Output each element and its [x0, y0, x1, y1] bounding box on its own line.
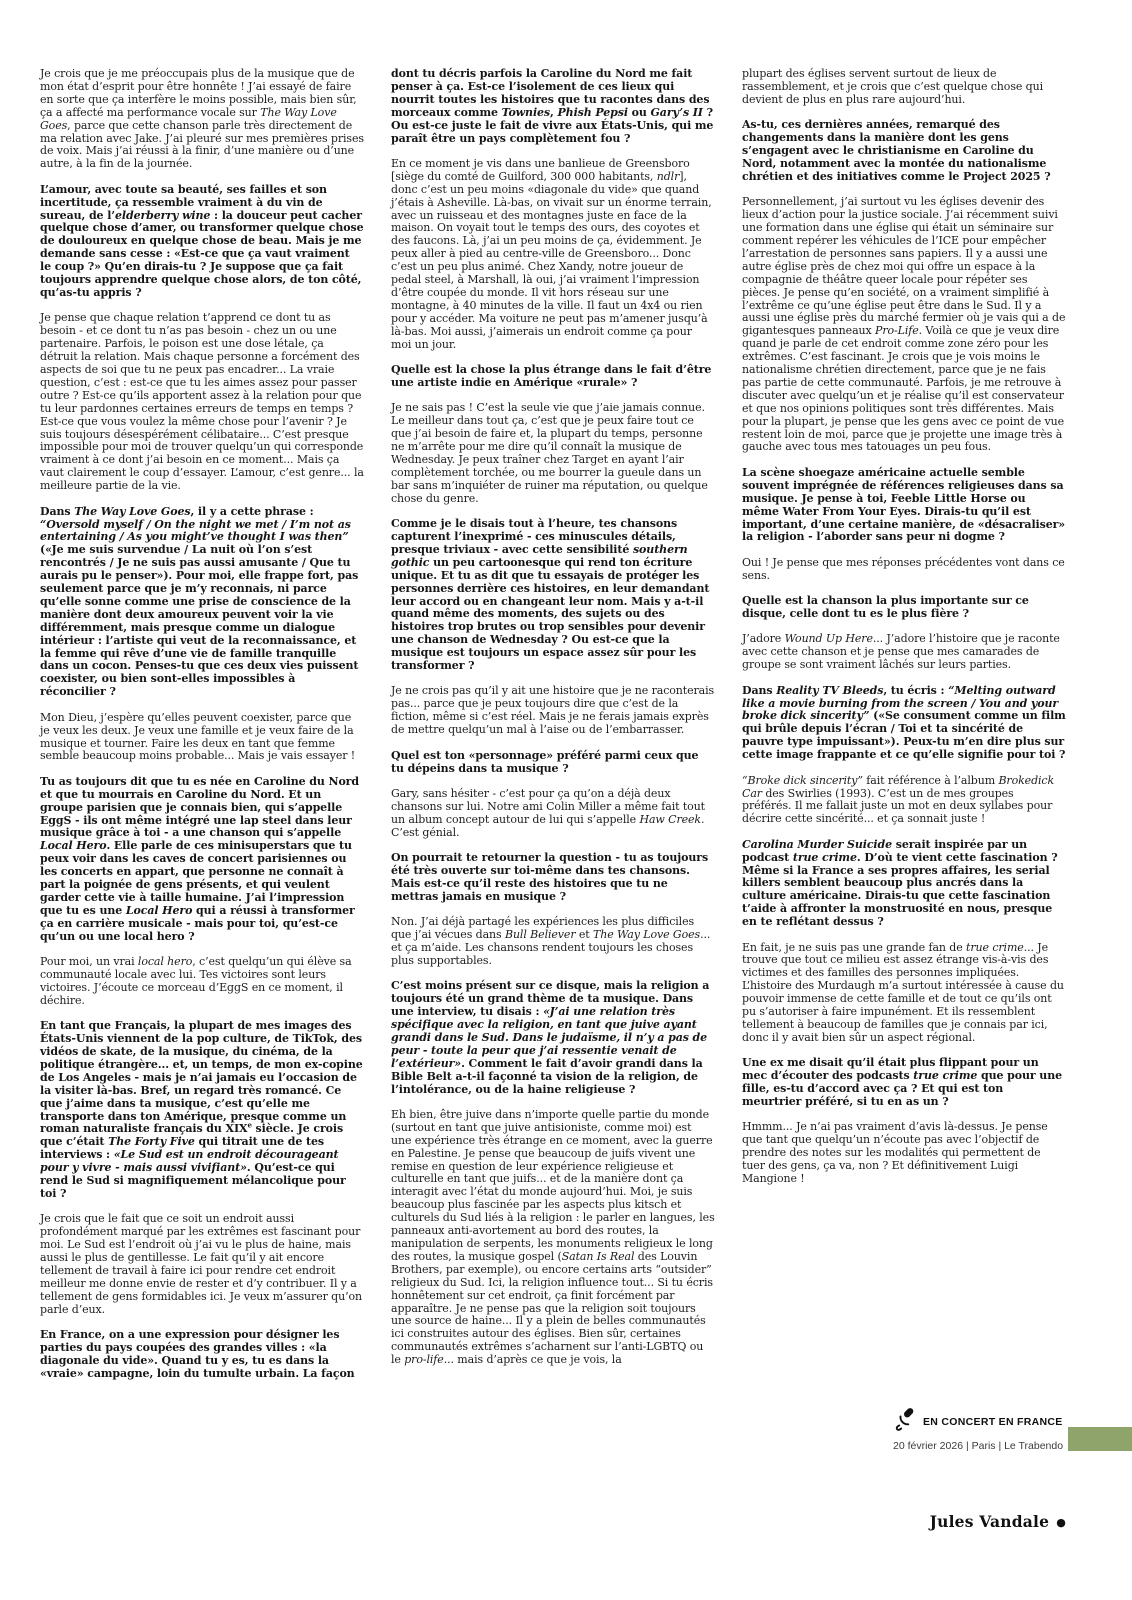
interview-question: As-tu, ces dernières années, remarqué des changements dans la manière dont les gens s’engagent avec le christianisme en Caroline du Nord, notamment avec la montée du nationalisme chrétien et des initiatives comme le Project 2025 ? — [742, 118, 1051, 183]
interview-answer: plupart des églises servent surtout de lieux de rassemblement, et je crois que c’est quelque chose qui devient de plus en plus rare aujourd’hui. — [742, 67, 1044, 106]
interview-question: Carolina Murder Suicide serait inspirée par un podcast true crime. D’où te vient cette fascination ? Même si la France a ses propres affaires, les serial killers semblent beaucoup plus ancrés dans la culture américaine. Dirais-tu que cette fascination t’aide à affronter la monstruosité en nous, presque en te reflétant dessus ? — [742, 837, 1058, 929]
interview-question: dont tu décris parfois la Caroline du Nord me fait penser à ça. Est-ce l’isolement de ces lieux qui nourrit toutes les histoires que tu racontes dans des morceaux comme Townies, Phish Pepsi ou Gary’s II ? Ou est-ce juste le fait de vivre aux États-Unis, qui me paraît être un pays complètement fou ? — [391, 67, 714, 145]
interview-question: Quelle est la chanson la plus importante sur ce disque, celle dont tu es le plus fière ? — [742, 594, 1029, 621]
byline — [880, 1512, 1066, 1531]
article-column — [40, 68, 364, 1393]
interview-answer: Je ne crois pas qu’il y ait une histoire que je ne raconterais pas... parce que je peux toujours dire que c’est de la fiction, même si c’est réel. Mais je ne ferais jamais exprès de mettre quelqu’un mal à l’aise ou de l’embarrasser. — [391, 684, 715, 737]
interview-question: La scène shoegaze américaine actuelle semble souvent imprégnée de références religieuses dans sa musique. Je pense à toi, Feeble Little Horse ou même Water From Your Eyes. Dirais-tu qu’il est important, d’une certaine manière, de «désacraliser» la religion - l’aborder sans peur ni dogme ? — [742, 465, 1066, 544]
interview-answer: Hmmm... Je n’ai pas vraiment d’avis là-dessus. Je pense que tant que quelqu’un n’écoute pas avec l’objectif de prendre des notes sur les modalités qui permettent de tuer des gens, ça va, non ? Et définitivement Luigi Mangione ! — [742, 1120, 1048, 1186]
article-column — [742, 68, 1066, 1393]
concert-section — [893, 1406, 1073, 1452]
interview-question: En France, on a une expression pour désigner les parties du pays coupées des grandes villes : «la diagonale du vide». Quand tu y es, tu es dans la «vraie» campagne, loin du tumulte urbain. La façon — [40, 1328, 355, 1380]
interview-question: Comme je le disais tout à l’heure, tes chansons capturent l’inexprimé - ces minuscules détails, presque triviaux - avec cette sensibilité southern gothic un peu cartoonesque qui rend ton écriture unique. Et tu as dit que tu essayais de protéger les personnes derrière ces histoires, en leur demandant leur accord ou en changeant leur nom. Mais y a-t-il quand même des moments, des sujets ou des histoires trop brutes ou trop sensibles pour devenir une chanson de Wednesday ? Ou est-ce que la musique est toujours un espace assez sûr pour les transformer ? — [391, 517, 710, 673]
byline-name: Jules Vandale — [929, 1512, 1050, 1531]
interview-answer: Je ne sais pas ! C’est la seule vie que j’aie jamais connue. Le meilleur dans tout ça, c’est que je peux faire tout ce que j’ai besoin de faire et, la plupart du temps, personne ne m’arrête pour me dire qu’il connaît la musique de Wednesday. Je peux traîner chez Target en ayant l’air complètement torchée, ou me bourrer la gueule dans un bar sans m’inquiéter de ruiner ma réputation, ou quelque chose du genre. — [391, 401, 708, 505]
interview-question: Quel est ton «personnage» préféré parmi ceux que tu dépeins dans ta musique ? — [391, 748, 699, 775]
interview-answer: Mon Dieu, j’espère qu’elles peuvent coexister, parce que je veux les deux. Je veux une famille et je veux faire de la musique et tourner. Faire les deux en tant que femme semble beaucoup moins probable... Mais je vais essayer ! — [40, 710, 356, 763]
interview-question: Tu as toujours dit que tu es née en Caroline du Nord et que tu mourrais en Caroline du Nord. Et un groupe parisien que je connais bien, qui s’appelle EggS - ils ont même intégré une lap steel dans leur musique grâce à toi - a une chanson qui s’appelle Local Hero. Elle parle de ces minisuperstars que tu peux voir dans les caves de concert parisiennes ou les concerts en appart, que personne ne connaît à part la poignée de gens présents, et qui veulent garder cette vie à taille humaine. J’ai l’impression que tu es une Local Hero qui a réussi à transformer ça en carrière musicale - mais pour toi, qu’est-ce qu’un ou une local hero ? — [40, 774, 359, 943]
interview-answer: Je crois que je me préoccupais plus de la musique que de mon état d’esprit pour être honnête ! J’ai essayé de faire en sorte que ça interfère le moins possible, mais bien sûr, ça a affecté ma performance vocale sur The Way Love Goes, parce que cette chanson parle très directement de ma relation avec Jake. J’ai pleuré sur mes premières prises de voix. Mais j’ai réussi à la finir, d’une manière ou d’une autre, à la fin de la journée. — [40, 67, 364, 171]
interview-question: Une ex me disait qu’il était plus flippant pour un mec d’écouter des podcasts true crime que pour une fille, es-tu d’accord avec ça ? Et qui est ton meurtrier préféré, si tu en as un ? — [742, 1056, 1062, 1109]
article-body — [40, 68, 1066, 1393]
interview-answer: “Broke dick sincerity” fait référence à l’album Brokedick Car des Swirlies (1993). C’est un de mes groupes préférés. Il me fallait juste un mot en deux syllabes pour décrire cette sincérité... et ça sonnait juste ! — [742, 773, 1055, 826]
interview-answer: J’adore Wound Up Here... J’adore l’histoire que je raconte avec cette chanson et je pense que mes camarades de groupe se sont vraiment lâchés sur leurs parties. — [742, 632, 1060, 672]
interview-question: L’amour, avec toute sa beauté, ses failles et son incertitude, ça ressemble vraiment à du vin de sureau, de l’elderberry wine : la douceur peut cacher quelque chose d’amer, ou transformer quelque chose de douloureux en quelque chose de beau. Mais je me demande sans cesse : «Est-ce que ça vaut vraiment le coup ?» Qu’en dirais-tu ? Je suppose que ça fait toujours apprendre quelque chose alors, de ton côté, qu’as-tu appris ? — [40, 182, 364, 299]
interview-question: Dans The Way Love Goes, il y a cette phrase : “Oversold myself / On the night we met / I’m not as entertaining / As you might’ve thought I was then” («Je me suis survendue / La nuit où l’on s’est rencontrés / Je ne suis pas aussi amusante / Que tu aurais pu le penser»). Pour moi, elle frappe fort, pas seulement parce que je m’y reconnais, ni parce qu’elle sonne comme une prise de conscience de la manière dont deux amoureux peuvent voir la vie différemment, mais presque comme un dialogue intérieur : l’artiste qui veut de la reconnaissance, et la femme qui rêve d’une vie de famille tranquille dans un cocon. Penses-tu que ces deux vies puissent coexister, ou bien sont-elles impossibles à réconcilier ? — [40, 504, 359, 699]
interview-answer: Pour moi, un vrai local hero, c’est quelqu’un qui élève sa communauté locale avec lui. Tes victoires sont leurs victoires. J’écoute ce morceau d’EggS en ce moment, il déchire. — [40, 955, 352, 1007]
byline-dot: ● — [1056, 1516, 1066, 1529]
article-column — [391, 68, 715, 1393]
interview-question: Dans Reality TV Bleeds, tu écris : “Melting outward like a movie burning from the screen / You and your broke dick sincerity” («Se consument comme un film qui brûle depuis l’écran / Toi et ta sincérité de pauvre type impuissant»). Peux-tu m’en dire plus sur cette image frappante et ce qu’elle signifie pour toi ? — [742, 683, 1066, 762]
interview-question: C’est moins présent sur ce disque, mais la religion a toujours été un grand thème de ta musique. Dans une interview, tu disais : «J’ai une relation très spécifique avec la religion, en tant que juive ayant grandi dans le Sud. Dans le judaïsme, il n’y a pas de peur - toute la peur que j’ai ressentie venait de l’extérieur». Comment le fait d’avoir grandi dans la Bible Belt a-t-il façonné ta vision de la religion, de l’intolérance, ou de la haine religieuse ? — [391, 979, 710, 1096]
concert-details: 20 février 2026 | Paris | Le Trabendo — [893, 1440, 1064, 1452]
interview-answer: Gary, sans hésiter - c’est pour ça qu’on a déjà deux chansons sur lui. Notre ami Colin Miller a même fait tout un album concept autour de lui qui s’appelle Haw Creek. C’est génial. — [391, 786, 705, 839]
interview-answer: En fait, je ne suis pas une grande fan de true crime... Je trouve que tout ce milieu est assez étrange vis-à-vis des victimes et des familles des personnes impliquées. L’histoire des Murdaugh m’a surtout intéressée à cause du pouvoir immense de cette famille et de tout ce qu’ils ont pu s’autoriser à faire impunément. Et ils ressemblent tellement à beaucoup de familles que je connais par ici, donc il y avait bien sûr un aspect régional. — [742, 940, 1064, 1044]
interview-answer: Non. J’ai déjà partagé les expériences les plus difficiles que j’ai vécues dans Bull Believer et The Way Love Goes... et ça m’aide. Les chansons rendent toujours les choses plus supportables. — [391, 915, 711, 967]
interview-answer: Eh bien, être juive dans n’importe quelle partie du monde (surtout en tant que juive antisioniste, comme moi) est une expérience très étrange en ce moment, avec la guerre en Palestine. Je pense que beaucoup de juifs vivent une remise en question de leur expérience religieuse et culturelle en tant que juifs... et de la manière dont ça interagit avec l’état du monde aujourd’hui. Moi, je suis beaucoup plus fascinée par les aspects plus kitsch et culturels du Sud liés à la religion : le parler en langues, les panneaux anti-avortement au bord des routes, la manipulation de serpents, les monuments religieux le long des routes, la musique gospel (Satan Is Real des Louvin Brothers, par exemple), ou encore certains arts “outsider” religieux du Sud. Ici, la religion influence tout... Si tu écris honnêtement sur cet endroit, ça finit forcément par apparaître. Je ne pense pas que la religion soit toujours une source de haine... Il y a plein de belles communautés ici construites autour des églises. Bien sûr, certaines communautés extrêmes s’acharnent sur l’anti-LGBTQ ou le pro-life... mais d’après ce que je vois, la — [391, 1107, 715, 1367]
concert-accent-block — [1068, 1427, 1132, 1451]
interview-question: On pourrait te retourner la question - tu as toujours été très ouverte sur toi-même dans tes chansons. Mais est-ce qu’il reste des histoires que tu ne mettras jamais en musique ? — [391, 851, 709, 903]
concert-label: EN CONCERT EN FRANCE — [923, 1415, 1063, 1428]
interview-answer: En ce moment je vis dans une banlieue de Greensboro [siège du comté de Guilford, 300 000 habitants, ndlr], donc c’est un peu moins «diagonale du vide» que quand j’étais à Asheville. Là-bas, on vivait sur un énorme terrain, avec un ruisseau et des montagnes juste en face de la maison. On voyait tout le temps des ours, des coyotes et des faucons. Là, j’ai un peu moins de ça, évidemment. Je peux aller à pied au centre-ville de Greensboro... Donc c’est un peu plus animé. Chez Xandy, notre joueur de pedal steel, à Marshall, là oui, j’ai vraiment l’impression d’être coupée du monde. Il vit hors réseau sur une montagne, à 40 minutes de la ville. Il faut un 4x4 ou rien pour y accéder. Ma voiture ne peut pas m’amener jusqu’à là-bas. Moi aussi, j’aimerais un endroit comme ça pour moi un jour. — [391, 156, 712, 351]
interview-answer: Personnellement, j’ai surtout vu les églises devenir des lieux d’action pour la justice sociale. J’ai récemment suivi une formation dans une église qui était un séminaire sur comment repérer les véhicules de l’ICE pour empêcher l’arrestation de personnes sans papiers. Il y a aussi une autre église près de chez moi qui offre un espace à la compagnie de théâtre queer locale pour répéter ses pièces. Je pense qu’en société, on a vraiment simplifié à l’extrême ce qu’une église peut être dans le Sud. Il y a aussi une église près du marché fermier où je vais qui a de gigantesques panneaux Pro-Life. Voilà ce que je veux dire quand je parle de cet endroit comme zone zéro pour les extrêmes. C’est fascinant. Je crois que je vois moins le nationalisme chrétien directement, parce que je ne fais pas partie de cette communauté. Parfois, je me retrouve à discuter avec quelqu’un et je réalise qu’il est conservateur et que nos opinions politiques sont très différentes. Mais pour la plupart, je pense que les gens avec ce point de vue restent loin de moi, parce que je projette une image très à gauche avec tous mes tatouages un peu fous. — [742, 195, 1066, 454]
interview-answer: Je crois que le fait que ce soit un endroit aussi profondément marqué par les extrêmes est fascinant pour moi. Le Sud est l’endroit où j’ai vu le plus de haine, mais aussi le plus de gentillesse. Le fait qu’il y ait encore tellement de travail à faire ici pour rendre cet endroit meilleur me donne envie de rester et d’y contribuer. Il y a tellement de gens formidables ici. Je veux m’assurer qu’on parle d’eux. — [40, 1212, 362, 1316]
microphone-icon — [893, 1406, 917, 1437]
interview-question: Quelle est la chose la plus étrange dans le fait d’être une artiste indie en Amérique «rurale» ? — [391, 363, 712, 389]
interview-question: En tant que Français, la plupart de mes images des États-Unis viennent de la pop culture, de TikTok, des vidéos de skate, de la musique, du cinéma, de la politique étrangère... et, un temps, de mon ex-copine de Los Angeles - mais je n’ai jamais eu l’occasion de la visiter là-bas. Bref, un regard très romancé. Ce que j’aime dans ta musique, c’est qu’elle me transporte dans ton Amérique, presque comme un roman naturaliste français du XIXe siècle. Je crois que c’était The Forty Five qui titrait une de tes interviews : «Le Sud est un endroit décourageant pour y vivre - mais aussi vivifiant». Qu’est-ce qui rend le Sud si magnifiquement mélancolique pour toi ? — [40, 1019, 363, 1200]
concert-row — [893, 1406, 1073, 1437]
interview-answer: Oui ! Je pense que mes réponses précédentes vont dans ce sens. — [742, 555, 1065, 582]
interview-answer: Je pense que chaque relation t’apprend ce dont tu as besoin - et ce dont tu n’as pas besoin - chez un ou une partenaire. Parfois, le poison est une dose létale, ça détruit la relation. Mais chaque personne a forcément des aspects de soi que tu ne peux pas encadrer... La vraie question, c’est : est-ce que tu les aimes assez pour passer outre ? Est-ce qu’ils apportent assez à la relation pour que tu leur pardonnes certaines erreurs de temps en temps ? Est-ce que vous voulez la même chose pour l’avenir ? Je suis toujours désespérément célibataire... C’est presque impossible pour moi de trouver quelqu’un qui corresponde vraiment à ce dont j’ai besoin en ce moment... Mais ça vaut clairement le coup d’essayer. L’amour, c’est genre... la meilleure partie de la vie. — [40, 311, 364, 493]
